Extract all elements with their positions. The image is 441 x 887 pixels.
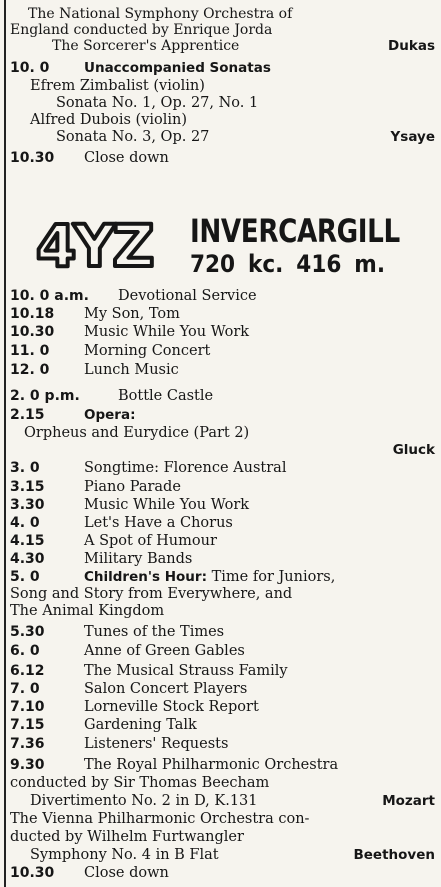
entry-title: Military Bands	[84, 551, 193, 567]
listing-line: Sonata No. 1, Op. 27, No. 1	[56, 95, 259, 111]
listing-line	[56, 129, 437, 146]
entry-title: Orpheus and Eurydice (Part 2)	[24, 425, 250, 441]
entry-time: 4. 0	[10, 515, 40, 531]
station-city: INVERCARGILL	[190, 212, 400, 250]
entry-title: My Son, Tom	[84, 306, 180, 322]
listing-line: Alfred Dubois (violin)	[30, 112, 188, 128]
composer: Mozart	[382, 793, 435, 809]
entry-title: Salon Concert Players	[84, 681, 248, 697]
listing-line: The National Symphony Orchestra of	[28, 6, 293, 22]
listing-line	[52, 38, 437, 55]
entry-title: Opera:	[84, 407, 136, 423]
entry-title: The Royal Philharmonic Orchestra	[84, 757, 339, 773]
schedule-entry	[10, 407, 437, 424]
logo-text: 4YZ	[36, 212, 152, 280]
schedule-entry	[10, 643, 437, 660]
schedule-entry	[10, 288, 437, 305]
entry-title: Songtime: Florence Austral	[84, 460, 287, 476]
schedule-entry	[10, 442, 437, 459]
entry-time: 5.30	[10, 624, 45, 640]
entry-time: 10.30	[10, 150, 55, 166]
entry-time: 7.36	[10, 736, 45, 752]
entry-time: 4.30	[10, 551, 45, 567]
entry-title: Anne of Green Gables	[84, 643, 245, 659]
schedule-entry	[10, 829, 437, 846]
listing-entry	[10, 60, 437, 77]
entry-title: Devotional Service	[118, 288, 257, 304]
composer: Gluck	[392, 442, 435, 458]
entry-title: Lunch Music	[84, 362, 179, 378]
schedule-entry	[10, 343, 437, 360]
schedule-entry	[30, 793, 437, 810]
entry-title: Music While You Work	[84, 497, 250, 513]
schedule-entry	[10, 324, 437, 341]
schedule-entry	[10, 681, 437, 698]
schedule-entry	[10, 624, 437, 641]
entry-title: Close down	[84, 150, 169, 166]
entry-title: Listeners' Requests	[84, 736, 229, 752]
schedule-entry	[10, 388, 437, 405]
entry-title: A Spot of Humour	[84, 533, 217, 549]
entry-time: 10.30	[10, 324, 55, 340]
entry-time: 4.15	[10, 533, 45, 549]
entry-time: 7.10	[10, 699, 45, 715]
composer: Ysaye	[390, 129, 435, 145]
piece-title: The Sorcerer's Apprentice	[52, 38, 240, 54]
schedule-entry	[10, 699, 437, 716]
entry-time: 12. 0	[10, 362, 50, 378]
station-header	[30, 210, 430, 280]
schedule-entry	[10, 497, 437, 514]
entry-time: 2. 0 p.m.	[10, 388, 80, 404]
entry-time: 11. 0	[10, 343, 50, 359]
entry-time: 10. 0 a.m.	[10, 288, 89, 304]
entry-title: Tunes of the Times	[84, 624, 225, 640]
entry-title: Gardening Talk	[84, 717, 197, 733]
entry-title: Let's Have a Chorus	[84, 515, 233, 531]
entry-subtitle: Time for Juniors,	[206, 569, 336, 585]
schedule-entry	[10, 515, 437, 532]
entry-time: 10.30	[10, 865, 55, 881]
entry-title: Divertimento No. 2 in D, K.131	[30, 793, 258, 809]
entry-title: The Animal Kingdom	[10, 603, 165, 619]
entry-title: Children's Hour:	[84, 569, 207, 585]
schedule-entry	[10, 811, 437, 828]
entry-time: 3.30	[10, 497, 45, 513]
schedule-entry	[10, 736, 437, 753]
entry-title: The Musical Strauss Family	[84, 663, 288, 679]
entry-title: Bottle Castle	[118, 388, 214, 404]
entry-title: Song and Story from Everywhere, and	[10, 586, 293, 602]
entry-title: Music While You Work	[84, 324, 250, 340]
composer: Dukas	[388, 38, 435, 54]
schedule-entry	[10, 460, 437, 477]
entry-title: Piano Parade	[84, 479, 181, 495]
schedule-entry	[10, 551, 437, 568]
entry-title: conducted by Sir Thomas Beecham	[10, 775, 270, 791]
entry-title: ducted by Wilhelm Furtwangler	[10, 829, 244, 845]
piece-title: Sonata No. 3, Op. 27	[56, 129, 210, 145]
schedule-entry	[10, 603, 437, 620]
schedule-entry	[10, 717, 437, 734]
composer: Beethoven	[353, 847, 435, 863]
schedule-entry	[24, 425, 437, 442]
entry-time: 3.15	[10, 479, 45, 495]
entry-title: Lorneville Stock Report	[84, 699, 259, 715]
entry-title: Symphony No. 4 in B Flat	[30, 847, 219, 863]
entry-time: 6.12	[10, 663, 45, 679]
schedule-entry	[10, 865, 437, 882]
schedule-entry	[10, 569, 437, 586]
entry-title: Morning Concert	[84, 343, 211, 359]
column-rule	[4, 0, 6, 887]
entry-time: 6. 0	[10, 643, 40, 659]
schedule-entry	[10, 757, 437, 774]
entry-time: 7.15	[10, 717, 45, 733]
entry-title: Unaccompanied Sonatas	[84, 60, 271, 76]
station-logo-art	[30, 210, 180, 280]
entry-time: 3. 0	[10, 460, 40, 476]
listing-line: England conducted by Enrique Jorda	[10, 22, 273, 38]
schedule-entry	[10, 775, 437, 792]
schedule-entry	[10, 533, 437, 550]
listing-line: Efrem Zimbalist (violin)	[30, 78, 205, 94]
entry-time: 10. 0	[10, 60, 50, 76]
entry-time: 2.15	[10, 407, 45, 423]
schedule-entry	[10, 479, 437, 496]
entry-title: Close down	[84, 865, 169, 881]
schedule-entry	[10, 362, 437, 379]
schedule-entry	[10, 306, 437, 323]
entry-time: 9.30	[10, 757, 45, 773]
schedule-entry	[10, 586, 437, 603]
listing-entry	[10, 150, 437, 167]
schedule-entry	[30, 847, 437, 864]
entry-time: 10.18	[10, 306, 55, 322]
entry-time: 5. 0	[10, 569, 40, 585]
station-frequency: 720 kc. 416 m.	[190, 250, 386, 278]
station-logo	[30, 210, 180, 280]
schedule-entry	[10, 663, 437, 680]
entry-title: The Vienna Philharmonic Orchestra con-	[10, 811, 310, 827]
entry-time: 7. 0	[10, 681, 40, 697]
